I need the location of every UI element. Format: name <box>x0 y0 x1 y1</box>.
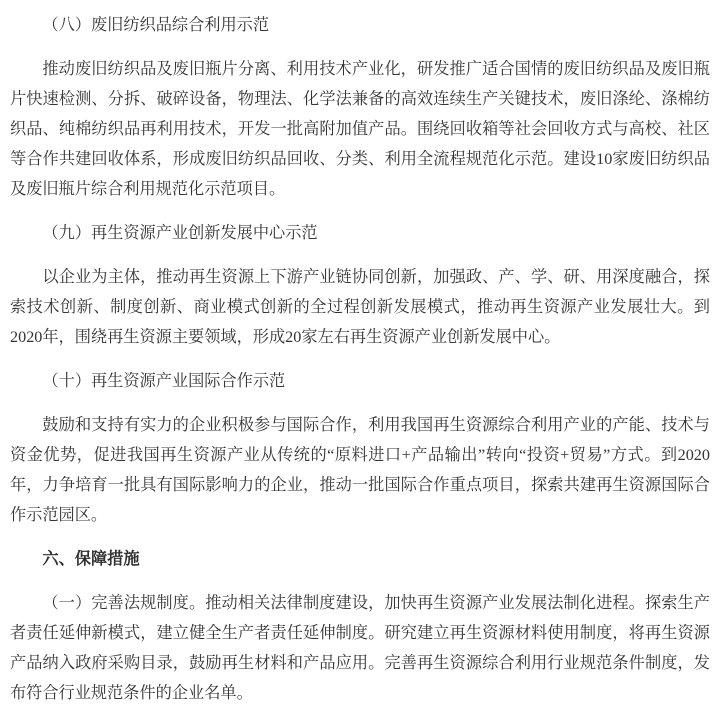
clause-8-heading: （八）废旧纺织品综合利用示范 <box>42 16 270 34</box>
clause-10-paragraph: 鼓励和支持有实力的企业积极参与国际合作，利用我国再生资源综合利用产业的产能、技术与资金优势，促进我国再生资源产业从传统的“原料进口+产品输出”转向“投资+贸易”方式。到2020年，力争培育一批具有国际影响力的企业，推动一批国际合作重点项目，探索共建再生资源国际合作示范园区。 <box>10 416 710 524</box>
chapter-6-heading: 六、保障措施 <box>42 550 140 568</box>
clause-10-heading: （十）再生资源产业国际合作示范 <box>42 372 286 390</box>
clause-9-paragraph: 以企业为主体，推动再生资源上下游产业链协同创新，加强政、产、学、研、用深度融合，探索技术创新、制度创新、商业模式创新的全过程创新发展模式，推动再生资源产业发展壮大。到2020年，围绕再生资源主要领域，形成20家左右再生资源产业创新发展中心。 <box>10 268 710 346</box>
clause-9-heading: （九）再生资源产业创新发展中心示范 <box>42 224 318 242</box>
clause-8-paragraph: 推动废旧纺织品及废旧瓶片分离、利用技术产业化，研发推广适合国情的废旧纺织品及废旧瓶片快速检测、分拆、破碎设备，物理法、化学法兼备的高效连续生产关键技术，废旧涤纶、涤棉纺织品、纯棉纺织品再利用技术，开发一批高附加值产品。围绕回收箱等社会回收方式与高校、社区等合作共建回收体系，形成废旧纺织品回收、分类、利用全流程规范化示范。建设10家废旧纺织品及废旧瓶片综合利用规范化示范项目。 <box>10 60 710 198</box>
measure-1-paragraph: （一）完善法规制度。推动相关法律制度建设，加快再生资源产业发展法制化进程。探索生产者责任延伸新模式，建立健全生产者责任延伸制度。研究建立再生资源材料使用制度，将再生资源产品纳入政府采购目录，鼓励再生材料和产品应用。完善再生资源综合利用行业规范条件制度，发布符合行业规范条件的企业名单。 <box>10 594 710 702</box>
